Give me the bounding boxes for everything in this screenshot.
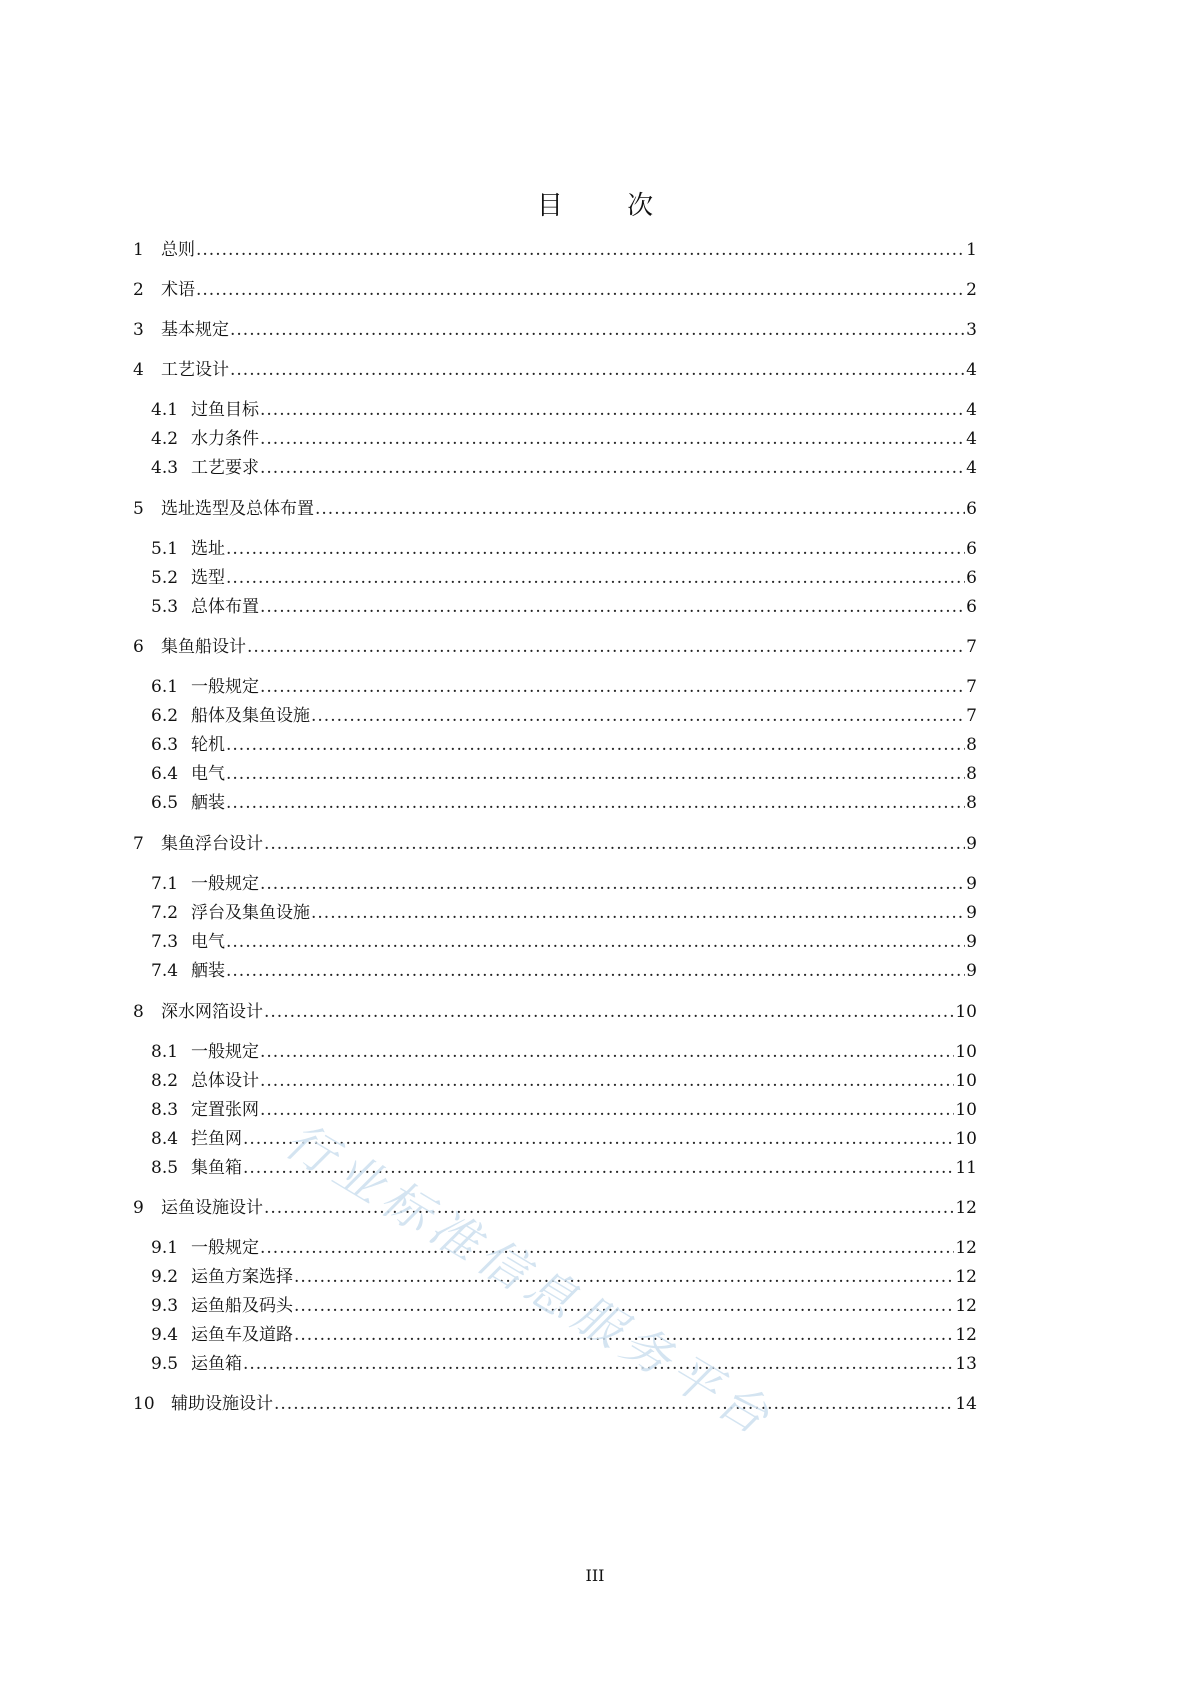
toc-dot-leader xyxy=(294,1323,954,1347)
toc-entry-page: 12 xyxy=(955,1198,977,1218)
toc-dot-leader xyxy=(226,791,965,815)
toc-entry-number: 8.2 xyxy=(151,1071,179,1091)
toc-entry-number: 8.3 xyxy=(151,1100,179,1120)
toc-dot-leader xyxy=(230,318,965,342)
toc-entry-number: 9.4 xyxy=(151,1325,179,1345)
toc-entry[interactable] xyxy=(133,497,977,521)
toc-entry-label: 一般规定 xyxy=(191,1042,259,1062)
toc-entry-page: 4 xyxy=(966,400,977,420)
toc-dot-leader xyxy=(311,704,965,728)
toc-dot-leader xyxy=(260,1098,954,1122)
toc-entry-number: 8.5 xyxy=(151,1158,179,1178)
toc-entry-page: 12 xyxy=(955,1267,977,1287)
toc-entry-number: 5.1 xyxy=(151,539,179,559)
toc-entry-number: 8 xyxy=(133,1002,144,1022)
toc-entry-label: 工艺要求 xyxy=(191,458,259,478)
toc-entry-number: 3 xyxy=(133,320,144,340)
toc-entry-number: 6.5 xyxy=(151,793,179,813)
toc-entry[interactable] xyxy=(151,1352,977,1376)
toc-entry-label: 集鱼浮台设计 xyxy=(161,834,263,854)
toc-dot-leader xyxy=(260,872,965,896)
toc-entry[interactable] xyxy=(151,456,977,480)
toc-entry-label: 运鱼车及道路 xyxy=(191,1325,293,1345)
toc-entry[interactable] xyxy=(151,930,977,954)
toc-entry-page: 6 xyxy=(966,597,977,617)
toc-dot-leader xyxy=(294,1265,954,1289)
toc-entry-page: 9 xyxy=(966,903,977,923)
toc-entry-number: 6.4 xyxy=(151,764,179,784)
toc-dot-leader xyxy=(230,358,965,382)
toc-dot-leader xyxy=(260,1069,954,1093)
toc-entry[interactable] xyxy=(151,762,977,786)
toc-entry-page: 2 xyxy=(966,280,977,300)
toc-entry-label: 运鱼方案选择 xyxy=(191,1267,293,1287)
toc-entry-label: 总则 xyxy=(161,240,195,260)
toc-entry[interactable] xyxy=(133,1196,977,1220)
toc-entry[interactable] xyxy=(151,1236,977,1260)
toc-dot-leader xyxy=(243,1127,954,1151)
toc-entry[interactable] xyxy=(151,1069,977,1093)
toc-entry-number: 4.1 xyxy=(151,400,179,420)
toc-entry-number: 1 xyxy=(133,240,144,260)
toc-entry-page: 3 xyxy=(966,320,977,340)
toc-entry-label: 总体布置 xyxy=(191,597,259,617)
toc-dot-leader xyxy=(264,1000,954,1024)
toc-entry-label: 一般规定 xyxy=(191,677,259,697)
toc-entry-number: 6 xyxy=(133,637,144,657)
toc-entry[interactable] xyxy=(151,791,977,815)
toc-entry[interactable] xyxy=(133,1392,977,1416)
toc-entry-page: 10 xyxy=(955,1129,977,1149)
toc-entry-number: 8.1 xyxy=(151,1042,179,1062)
toc-entry-label: 拦鱼网 xyxy=(191,1129,242,1149)
toc-entry-label: 选型 xyxy=(191,568,225,588)
toc-dot-leader xyxy=(260,1236,954,1260)
toc-entry-page: 10 xyxy=(955,1071,977,1091)
toc-entry[interactable] xyxy=(151,959,977,983)
toc-entry-page: 10 xyxy=(955,1042,977,1062)
toc-entry[interactable] xyxy=(151,1040,977,1064)
toc-entry-page: 12 xyxy=(955,1325,977,1345)
toc-entry-number: 6.1 xyxy=(151,677,179,697)
toc-entry-label: 一般规定 xyxy=(191,874,259,894)
toc-entry-page: 6 xyxy=(966,568,977,588)
toc-entry-page: 4 xyxy=(966,429,977,449)
toc-entry-page: 9 xyxy=(966,834,977,854)
toc-dot-leader xyxy=(264,832,965,856)
toc-entry-number: 6.3 xyxy=(151,735,179,755)
toc-entry[interactable] xyxy=(151,1098,977,1122)
toc-dot-leader xyxy=(226,537,965,561)
toc-entry-page: 9 xyxy=(966,932,977,952)
toc-entry-label: 水力条件 xyxy=(191,429,259,449)
toc-entry-label: 工艺设计 xyxy=(161,360,229,380)
toc-entry-number: 7.4 xyxy=(151,961,179,981)
toc-dot-leader xyxy=(243,1352,954,1376)
toc-entry-label: 选址 xyxy=(191,539,225,559)
toc-entry[interactable] xyxy=(151,427,977,451)
toc-entry-label: 深水网箔设计 xyxy=(161,1002,263,1022)
toc-entry[interactable] xyxy=(151,595,977,619)
toc-entry-page: 14 xyxy=(955,1394,977,1414)
toc-entry[interactable] xyxy=(133,278,977,302)
toc-entry-number: 7.3 xyxy=(151,932,179,952)
toc-entry-page: 10 xyxy=(955,1100,977,1120)
toc-dot-leader xyxy=(260,398,965,422)
toc-entry-label: 船体及集鱼设施 xyxy=(191,706,310,726)
toc-dot-leader xyxy=(274,1392,954,1416)
toc-dot-leader xyxy=(226,762,965,786)
toc-entry-number: 4 xyxy=(133,360,144,380)
toc-entry-label: 选址选型及总体布置 xyxy=(161,499,314,519)
toc-title: 目 次 xyxy=(536,191,682,221)
toc-entry[interactable] xyxy=(151,537,977,561)
toc-entry-number: 7.1 xyxy=(151,874,179,894)
toc-dot-leader xyxy=(260,675,965,699)
toc-entry[interactable] xyxy=(151,1294,977,1318)
toc-entry-label: 电气 xyxy=(191,932,225,952)
toc-entry-label: 辅助设施设计 xyxy=(171,1394,273,1414)
toc-entry-page: 1 xyxy=(966,240,977,260)
toc-entry-number: 9.1 xyxy=(151,1238,179,1258)
toc-entry-number: 4.3 xyxy=(151,458,179,478)
toc-entry-label: 术语 xyxy=(161,280,195,300)
toc-entry[interactable] xyxy=(151,1127,977,1151)
toc-entry-label: 电气 xyxy=(191,764,225,784)
toc-dot-leader xyxy=(260,427,965,451)
toc-dot-leader xyxy=(311,901,965,925)
toc-entry[interactable] xyxy=(151,398,977,422)
toc-entry-number: 9 xyxy=(133,1198,144,1218)
toc-dot-leader xyxy=(226,733,965,757)
toc-entry-page: 10 xyxy=(955,1002,977,1022)
toc-entry-page: 8 xyxy=(966,735,977,755)
toc-entry[interactable] xyxy=(151,1323,977,1347)
toc-entry[interactable] xyxy=(151,704,977,728)
toc-entry-page: 6 xyxy=(966,499,977,519)
toc-dot-leader xyxy=(226,959,965,983)
toc-entry-number: 5 xyxy=(133,499,144,519)
toc-entry[interactable] xyxy=(151,1156,977,1180)
toc-entry[interactable] xyxy=(133,358,977,382)
toc-entry[interactable] xyxy=(133,1000,977,1024)
toc-entry-label: 运鱼船及码头 xyxy=(191,1296,293,1316)
toc-entry-page: 8 xyxy=(966,764,977,784)
toc-entry-label: 舾装 xyxy=(191,961,225,981)
toc-dot-leader xyxy=(226,930,965,954)
toc-dot-leader xyxy=(243,1156,954,1180)
toc-entry[interactable] xyxy=(151,872,977,896)
toc-dot-leader xyxy=(264,1196,954,1220)
toc-entry-page: 12 xyxy=(955,1296,977,1316)
toc-dot-leader xyxy=(315,497,965,521)
toc-entry-number: 6.2 xyxy=(151,706,179,726)
toc-entry-label: 浮台及集鱼设施 xyxy=(191,903,310,923)
toc-entry[interactable] xyxy=(133,238,977,262)
toc-entry-number: 9.5 xyxy=(151,1354,179,1374)
toc-entry-page: 7 xyxy=(966,637,977,657)
toc-entry[interactable] xyxy=(151,733,977,757)
toc-dot-leader xyxy=(196,278,965,302)
toc-entry-label: 轮机 xyxy=(191,735,225,755)
toc-entry[interactable] xyxy=(151,566,977,590)
toc-entry-page: 7 xyxy=(966,677,977,697)
toc-entry-page: 8 xyxy=(966,793,977,813)
toc-entry-number: 4.2 xyxy=(151,429,179,449)
toc-entry-page: 13 xyxy=(955,1354,977,1374)
toc-entry-page: 9 xyxy=(966,961,977,981)
toc-dot-leader xyxy=(260,595,965,619)
toc-dot-leader xyxy=(260,1040,954,1064)
toc-entry-page: 7 xyxy=(966,706,977,726)
toc-entry-page: 9 xyxy=(966,874,977,894)
toc-entry-label: 过鱼目标 xyxy=(191,400,259,420)
toc-entry-label: 集鱼船设计 xyxy=(161,637,246,657)
toc-dot-leader xyxy=(196,238,965,262)
toc-entry-page: 4 xyxy=(966,360,977,380)
toc-entry[interactable] xyxy=(133,318,977,342)
toc-entry-page: 11 xyxy=(955,1158,977,1178)
toc-entry-number: 7.2 xyxy=(151,903,179,923)
toc-dot-leader xyxy=(226,566,965,590)
toc-entry[interactable] xyxy=(151,901,977,925)
toc-entry-page: 12 xyxy=(955,1238,977,1258)
toc-entry-label: 基本规定 xyxy=(161,320,229,340)
toc-entry[interactable] xyxy=(133,832,977,856)
watermark: 行业标准信息服务平台 xyxy=(275,1112,785,1449)
toc-entry-label: 运鱼设施设计 xyxy=(161,1198,263,1218)
toc-entry-number: 2 xyxy=(133,280,144,300)
toc-entry-label: 总体设计 xyxy=(191,1071,259,1091)
toc-entry-number: 5.2 xyxy=(151,568,179,588)
toc-entry-label: 集鱼箱 xyxy=(191,1158,242,1178)
toc-entry-label: 运鱼箱 xyxy=(191,1354,242,1374)
toc-entry-number: 7 xyxy=(133,834,144,854)
toc-entry-label: 舾装 xyxy=(191,793,225,813)
toc-entry-page: 4 xyxy=(966,458,977,478)
toc-entry[interactable] xyxy=(151,675,977,699)
toc-entry[interactable] xyxy=(133,635,977,659)
toc-entry-number: 9.3 xyxy=(151,1296,179,1316)
toc-entry-label: 定置张网 xyxy=(191,1100,259,1120)
toc-entry-label: 一般规定 xyxy=(191,1238,259,1258)
toc-entry-number: 10 xyxy=(133,1394,155,1414)
page-number-footer: III xyxy=(585,1566,605,1585)
toc-entry[interactable] xyxy=(151,1265,977,1289)
toc-entry-number: 5.3 xyxy=(151,597,179,617)
toc-entry-page: 6 xyxy=(966,539,977,559)
toc-dot-leader xyxy=(260,456,965,480)
toc-entry-number: 9.2 xyxy=(151,1267,179,1287)
toc-dot-leader xyxy=(247,635,965,659)
toc-entry-number: 8.4 xyxy=(151,1129,179,1149)
toc-dot-leader xyxy=(294,1294,954,1318)
